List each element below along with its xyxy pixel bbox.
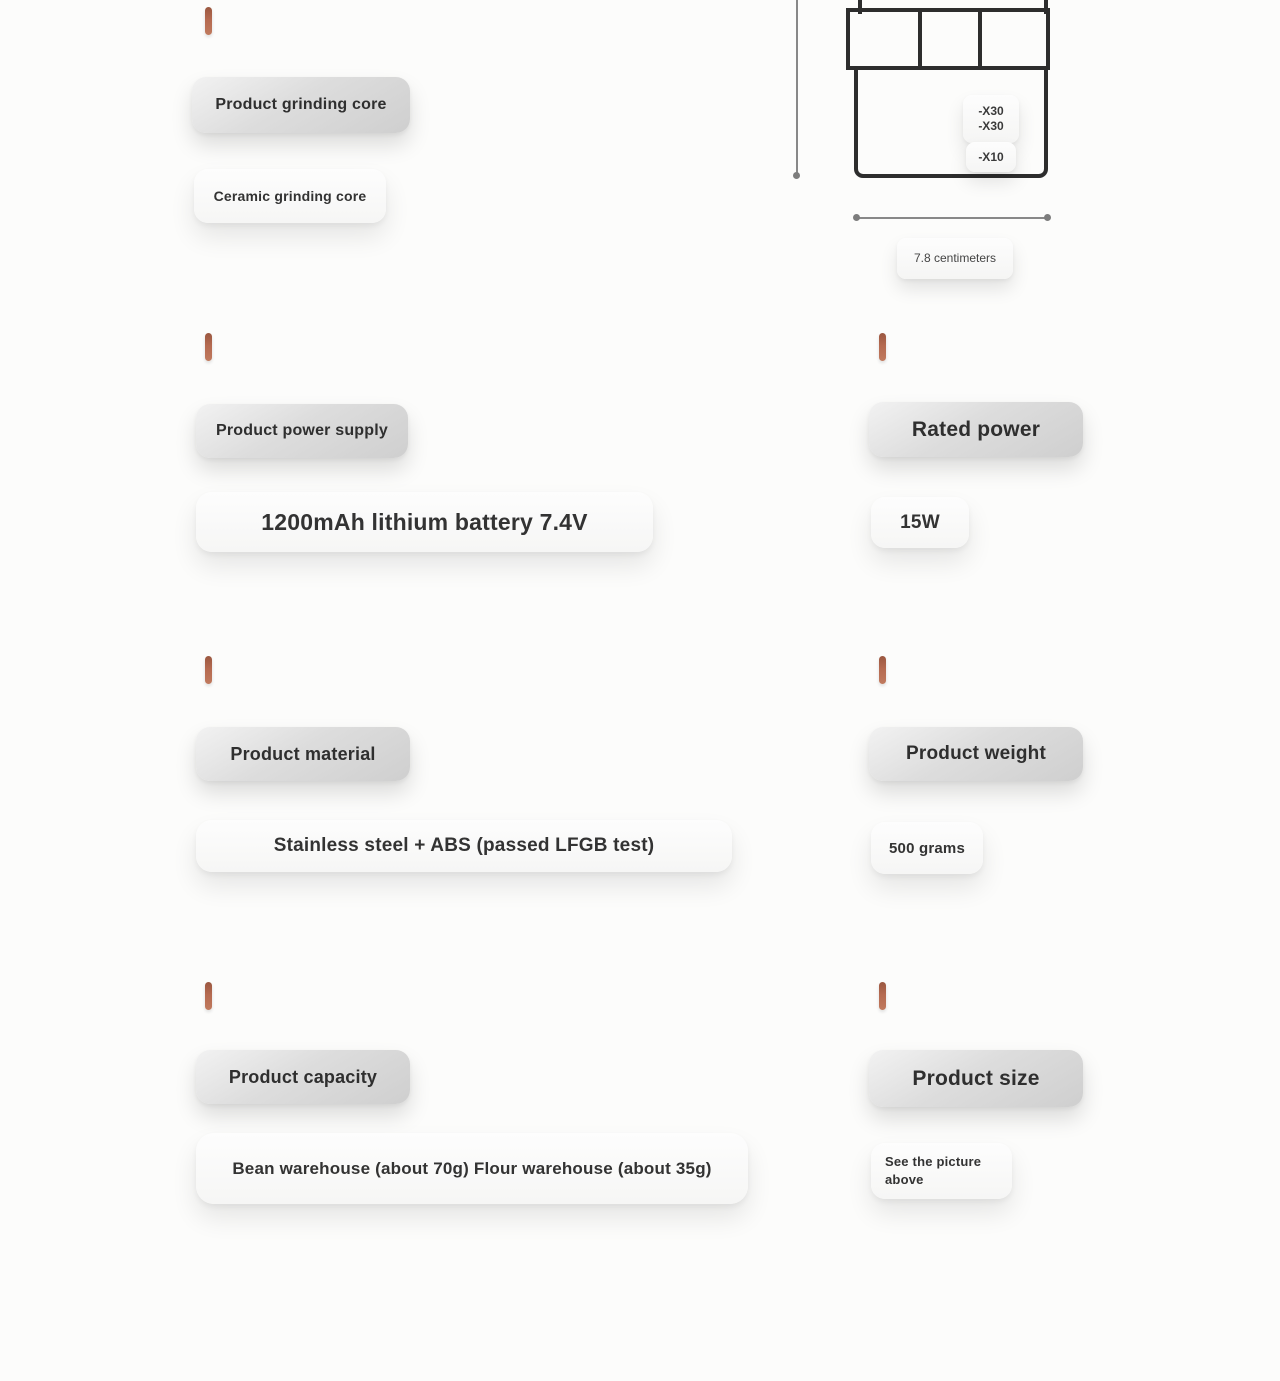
ring-divider <box>918 12 922 66</box>
section-marker <box>205 656 212 684</box>
section-marker <box>879 982 886 1010</box>
rated-power-value-text: 15W <box>900 511 940 533</box>
capacity-label <box>196 1050 410 1104</box>
model-badge-x30-line1: -X30 <box>978 104 1004 118</box>
rated-power-value <box>871 497 969 548</box>
width-dimension-line <box>856 217 1048 219</box>
material-value-text: Stainless steel + ABS (passed LFGB test) <box>273 835 655 856</box>
material-value <box>196 820 732 872</box>
power-supply-label <box>196 404 408 458</box>
size-label-text: Product size <box>912 1066 1040 1090</box>
section-marker <box>205 7 212 35</box>
section-marker <box>879 333 886 361</box>
height-dimension-endpoint <box>793 172 800 179</box>
model-badge-x30 <box>963 95 1019 143</box>
size-value-text: See the picture above <box>885 1153 982 1187</box>
height-dimension-line <box>796 0 798 176</box>
weight-value-text: 500 grams <box>888 839 966 857</box>
material-label <box>196 727 410 781</box>
capacity-value-text: Bean warehouse (about 70g) Flour warehouse (about 35g) <box>232 1158 712 1178</box>
width-dimension-endpoint-left <box>853 214 860 221</box>
model-badge-x10 <box>966 142 1016 172</box>
ring-divider <box>978 12 982 66</box>
grinding-core-label-text: Product grinding core <box>215 96 387 113</box>
grinding-core-value-text: Ceramic grinding core <box>213 188 367 204</box>
capacity-label-text: Product capacity <box>228 1066 378 1087</box>
size-label <box>869 1050 1083 1107</box>
width-dimension-label-text: 7.8 centimeters <box>913 251 997 265</box>
model-badge-x10-text: -X10 <box>978 149 1004 164</box>
width-dimension-endpoint-right <box>1044 214 1051 221</box>
grinding-core-value <box>194 169 386 223</box>
width-dimension-label <box>897 238 1013 279</box>
weight-value <box>871 822 983 874</box>
grinder-ring-outline <box>846 8 1050 70</box>
capacity-value <box>196 1133 748 1204</box>
section-marker <box>205 333 212 361</box>
section-marker <box>879 656 886 684</box>
material-label-text: Product material <box>230 743 376 764</box>
power-supply-value-text: 1200mAh lithium battery 7.4V <box>261 508 588 535</box>
size-value <box>871 1143 1012 1199</box>
rated-power-label <box>869 402 1083 457</box>
power-supply-value <box>196 492 653 552</box>
weight-label <box>869 727 1083 781</box>
model-badge-x30-line2: -X30 <box>978 119 1004 133</box>
rated-power-label-text: Rated power <box>911 417 1041 441</box>
section-marker <box>205 982 212 1010</box>
weight-label-text: Product weight <box>905 743 1047 764</box>
power-supply-label-text: Product power supply <box>215 422 388 439</box>
grinding-core-label <box>192 77 410 133</box>
